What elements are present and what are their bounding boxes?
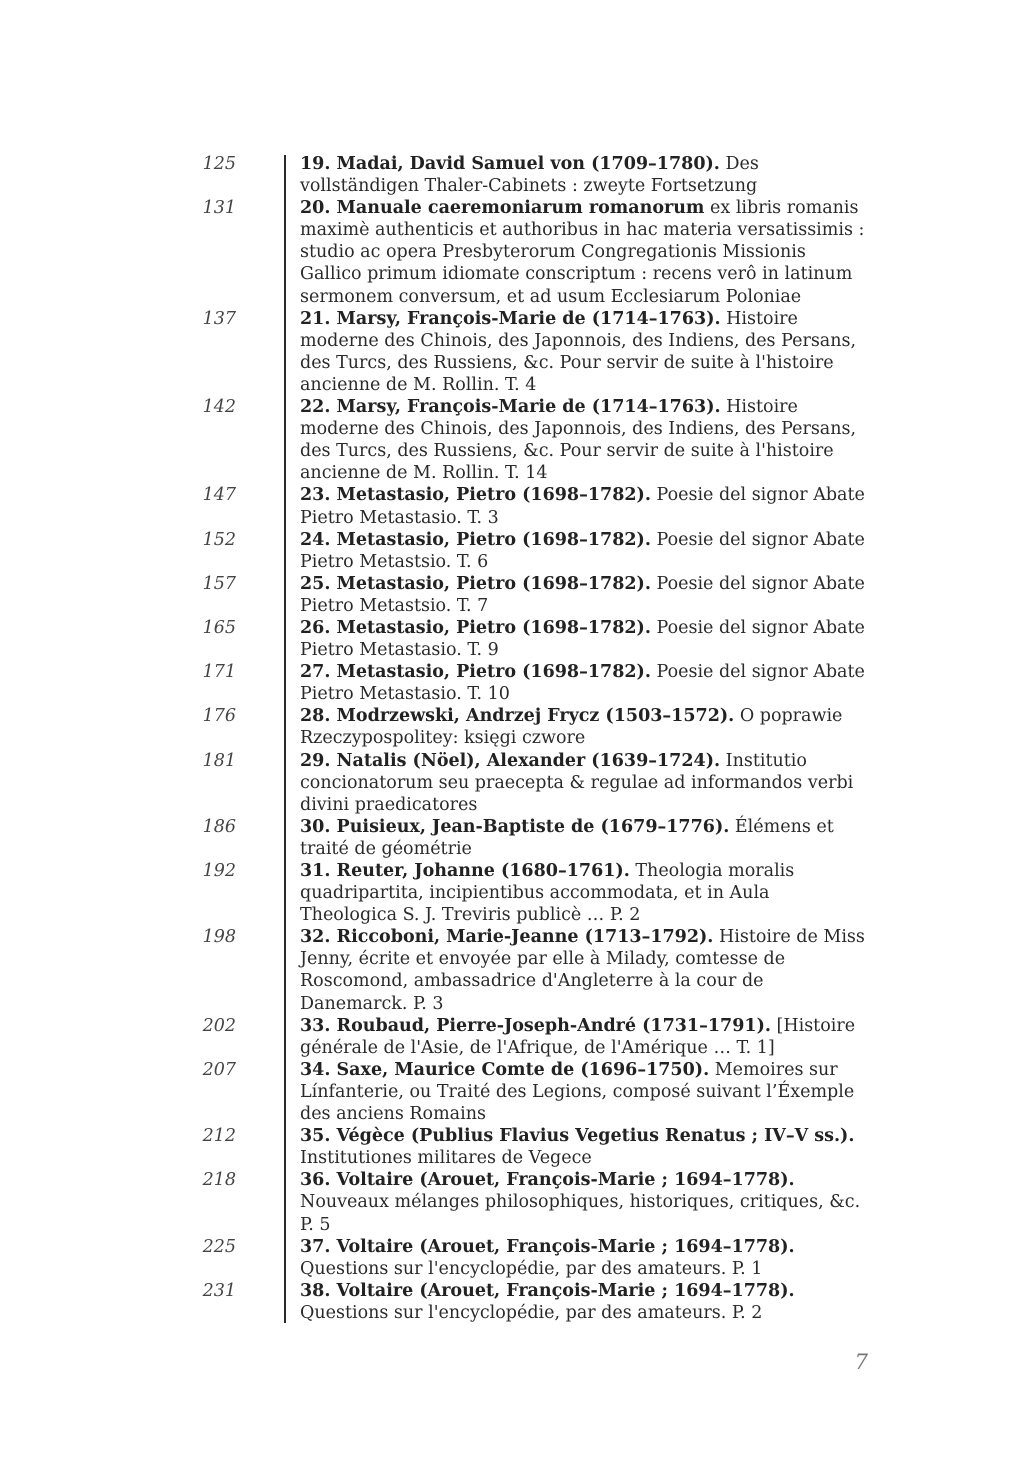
toc-entry-heading: 21. Marsy, François-Marie de (1714–1763). <box>300 308 721 329</box>
toc-entry-page-number: 212 <box>202 1126 236 1147</box>
toc-entry-text <box>300 705 870 749</box>
toc-entry <box>202 816 870 860</box>
toc-entry-text <box>300 1236 870 1280</box>
toc-entry-heading: 36. Voltaire (Arouet, François-Marie ; 1694–1778). <box>300 1170 795 1191</box>
toc-entry-text <box>300 750 870 816</box>
toc-entry <box>202 617 870 661</box>
toc-entry-page-number: 125 <box>202 154 236 174</box>
toc-entry <box>202 1236 870 1280</box>
toc-entry <box>202 1059 870 1125</box>
toc-entry <box>202 484 870 528</box>
toc-entry-text <box>300 661 870 705</box>
toc-entry <box>202 750 870 816</box>
toc-entry-heading: 19. Madai, David Samuel von (1709–1780). <box>300 154 720 174</box>
toc-entry <box>202 661 870 705</box>
toc-entry-description: Élémens et traité de géométrie <box>300 816 834 859</box>
toc-entry-heading: 35. Végèce (Publius Flavius Vegetius Renatus ; IV–V ss.). <box>300 1126 855 1147</box>
toc-entry <box>202 197 870 307</box>
toc-entry-description: Poesie del signor Abate Pietro Metastsio. T. 7 <box>300 573 865 616</box>
toc-entry-description: Questions sur l'encyclopédie, par des amateurs. P. 2 <box>300 1302 763 1323</box>
toc-entry <box>202 926 870 1014</box>
toc-entry-page-number: 147 <box>202 485 236 506</box>
toc-entry-text <box>300 308 870 396</box>
toc-entry-heading: 33. Roubaud, Pierre-Joseph-André (1731–1791). <box>300 1015 771 1036</box>
toc-entry-text <box>300 816 870 860</box>
toc-entry-page-number: 171 <box>202 662 236 683</box>
toc-entry-page-number: 176 <box>202 706 236 727</box>
toc-entry-description: Questions sur l'encyclopédie, par des amateurs. P. 1 <box>300 1258 763 1279</box>
toc-entry-page-number: 152 <box>202 529 236 550</box>
toc-entry-page-number: 157 <box>202 573 236 594</box>
toc-entry <box>202 396 870 484</box>
toc-entry-description: Histoire moderne des Chinois, des Japonnois, des Indiens, des Persans, des Turcs, des Russiens, &c. Pour servir de suite à l'histoire ancienne de M. Rollin. T. 14 <box>300 397 857 484</box>
toc-entry-page-number: 137 <box>202 308 236 329</box>
toc-entry <box>202 153 870 197</box>
toc-entry <box>202 1280 870 1324</box>
toc-entry-description: Nouveaux mélanges philosophiques, historiques, critiques, &c. P. 5 <box>300 1192 861 1235</box>
toc-entry <box>202 529 870 573</box>
toc-entry-page-number: 225 <box>202 1236 236 1257</box>
toc-entry-text <box>300 1280 870 1324</box>
toc-entry-text <box>300 573 870 617</box>
toc-entry-description: Poesie del signor Abate Pietro Metastsio. T. 6 <box>300 529 865 572</box>
toc-entry-heading: 37. Voltaire (Arouet, François-Marie ; 1694–1778). <box>300 1236 795 1257</box>
toc-entry-text <box>300 860 870 926</box>
toc-entry-page-number: 181 <box>202 750 236 771</box>
toc-entry-text <box>300 197 870 307</box>
toc-entry-heading: 25. Metastasio, Pietro (1698–1782). <box>300 573 651 594</box>
toc-entry-page-number: 192 <box>202 861 236 881</box>
toc-entry-page-number: 165 <box>202 617 236 638</box>
toc-entry-description: Histoire de Miss Jenny, écrite et envoyée par elle à Milady, comtesse de Roscomond, ambassadrice d'Angleterre à la cour de Danemarck. P. 3 <box>300 927 865 1014</box>
toc-entry <box>202 1015 870 1059</box>
toc-entry-page-number: 202 <box>202 1015 236 1036</box>
toc-entry-description: Memoires sur Línfanterie, ou Traité des Legions, composé suivant l’Éxemple des anciens Romains <box>300 1059 855 1125</box>
toc-entry-page-number: 218 <box>202 1170 236 1191</box>
toc-entry-description: Poesie del signor Abate Pietro Metastasio. T. 3 <box>300 485 865 528</box>
toc-entry-heading: 28. Modrzewski, Andrzej Frycz (1503–1572). <box>300 706 735 727</box>
toc-entry-description: Poesie del signor Abate Pietro Metastasio. T. 10 <box>300 662 865 705</box>
toc-entry-heading: 23. Metastasio, Pietro (1698–1782). <box>300 485 651 506</box>
toc-entry-text <box>300 529 870 573</box>
toc-entry-text <box>300 484 870 528</box>
toc-entry-text <box>300 1059 870 1125</box>
toc-entry <box>202 705 870 749</box>
toc-entry-description: Histoire moderne des Chinois, des Japonnois, des Indiens, des Persans, des Turcs, des Russiens, &c. Pour servir de suite à l'histoire ancienne de M. Rollin. T. 4 <box>300 308 857 395</box>
toc-entry-text <box>300 396 870 484</box>
toc-entry-page-number: 207 <box>202 1059 236 1080</box>
table-of-contents <box>0 153 1022 1324</box>
toc-entry-description: Institutio concionatorum seu praecepta & regulae ad informandos verbi divini praedicatores <box>300 750 854 815</box>
toc-entry-description: Poesie del signor Abate Pietro Metastasio. T. 9 <box>300 617 865 661</box>
toc-entry-heading: 26. Metastasio, Pietro (1698–1782). <box>300 617 651 638</box>
toc-entry <box>202 1125 870 1169</box>
toc-entry-heading: 32. Riccoboni, Marie-Jeanne (1713–1792). <box>300 927 714 948</box>
toc-entry-description: [Histoire générale de l'Asie, de l'Afrique, de l'Amérique … T. 1] <box>300 1015 856 1058</box>
toc-entry-page-number: 186 <box>202 816 236 837</box>
toc-entry-page-number: 198 <box>202 927 236 948</box>
toc-entry-description: Des vollständigen Thaler-Cabinets : zweyte Fortsetzung <box>300 154 759 197</box>
toc-entry-text <box>300 1169 870 1235</box>
toc-entry-text <box>300 153 870 197</box>
toc-entry <box>202 860 870 926</box>
toc-entry-heading: 27. Metastasio, Pietro (1698–1782). <box>300 662 651 683</box>
toc-entry-page-number: 231 <box>202 1280 236 1301</box>
toc-entry-heading: 30. Puisieux, Jean-Baptiste de (1679–1776). <box>300 816 730 837</box>
toc-entry-description: O poprawie Rzeczypospolitey: księgi czwore <box>300 706 843 749</box>
toc-entry-text <box>300 926 870 1014</box>
toc-entry <box>202 308 870 396</box>
toc-entry <box>202 1169 870 1235</box>
toc-entry-description: ex libris romanis maximè authenticis et authoribus in hac materia versatissimis : studio ac opera Presbyterorum Congregationis Missionis Gallico primum idiomate conscriptum : recens verô in latinum sermonem conversum, et ad usum Ecclesiarum Poloniae <box>300 198 865 307</box>
toc-entry-heading: 34. Saxe, Maurice Comte de (1696–1750). <box>300 1059 710 1080</box>
toc-entry-text <box>300 1125 870 1169</box>
toc-entry-heading: 38. Voltaire (Arouet, François-Marie ; 1694–1778). <box>300 1280 795 1301</box>
toc-entry-description: Institutiones militares de Vegece <box>300 1148 592 1169</box>
toc-entry-description: Theologia moralis quadripartita, incipientibus accommodata, et in Aula Theologica S. J. Treviris publicè … P. 2 <box>300 861 795 926</box>
page-number: 7 <box>854 1350 868 1374</box>
toc-entry-heading: 24. Metastasio, Pietro (1698–1782). <box>300 529 651 550</box>
toc-entry-heading: 31. Reuter, Johanne (1680–1761). <box>300 861 630 881</box>
toc-entry-text <box>300 617 870 661</box>
toc-entry <box>202 573 870 617</box>
toc-entry-heading: 22. Marsy, François-Marie de (1714–1763). <box>300 397 721 418</box>
toc-entry-heading: 20. Manuale caeremoniarum romanorum <box>300 198 705 219</box>
toc-entry-page-number: 142 <box>202 397 236 418</box>
toc-entry-heading: 29. Natalis (Nöel), Alexander (1639–1724). <box>300 750 721 771</box>
toc-entry-page-number: 131 <box>202 198 236 219</box>
toc-entry-text <box>300 1015 870 1059</box>
